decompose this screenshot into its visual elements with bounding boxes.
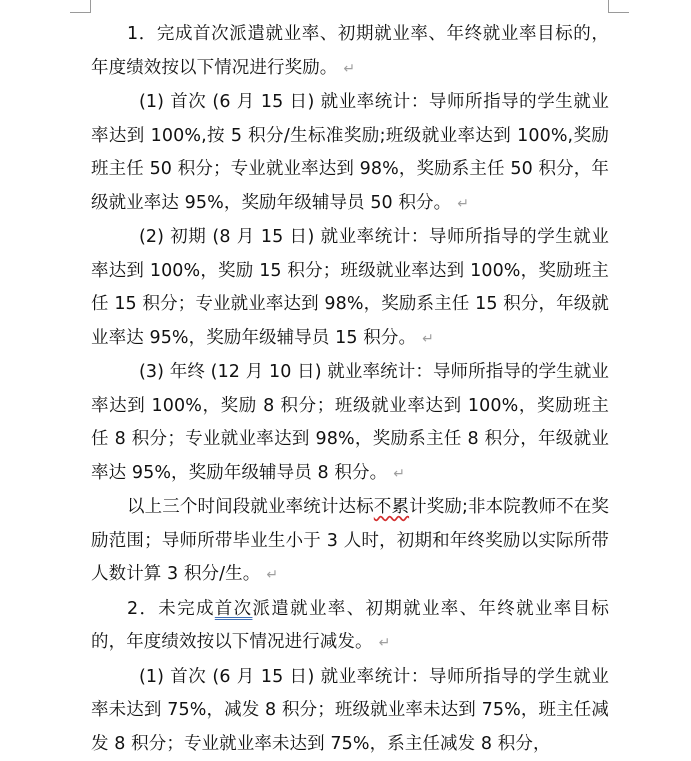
paragraph-mark-icon: ↵ bbox=[422, 331, 434, 347]
paragraph-text: 2．未完成 bbox=[127, 599, 215, 619]
paragraph-3[interactable] bbox=[91, 221, 609, 356]
paragraph-text: (3) 年终 (12 月 10 日) 就业率统计：导师所指导的学生就业率达到 100%，奖励 8 积分；班级就业率达到 100%，奖励班主任 8 积分；专业就业率达到 98%，奖励系主任 8 积分，年级就业率达 95%，奖励年级辅导员 8 积分。 bbox=[91, 362, 609, 483]
paragraph-mark-icon: ↵ bbox=[393, 466, 405, 482]
paragraph-text: 以上三个时间段就业率统计达标 bbox=[127, 497, 374, 517]
paragraph-text: 派遣就业率、初期就业率、年终就业率目标的，年度绩效按以下情况进行减发。 bbox=[91, 599, 609, 653]
spellcheck-flagged-text[interactable]: 不累 bbox=[374, 497, 409, 517]
document-body[interactable] bbox=[91, 18, 609, 761]
paragraph-4[interactable] bbox=[91, 356, 609, 491]
paragraph-mark-icon: ↵ bbox=[457, 196, 469, 212]
paragraph-text: 1．完成首次派遣就业率、初期就业率、年终就业率目标的，年度绩效按以下情况进行奖励。 bbox=[91, 24, 609, 78]
paragraph-mark-icon: ↵ bbox=[343, 61, 355, 77]
paragraph-6[interactable] bbox=[91, 593, 609, 661]
paragraph-1[interactable] bbox=[91, 18, 609, 86]
paragraph-5[interactable] bbox=[91, 491, 609, 593]
paragraph-text: 计奖励;非本院教师不在奖励范围；导师所带毕业生小于 3 人时，初期和年终奖励以实际所带人数计算 3 积分/生。 bbox=[91, 497, 609, 584]
paragraph-mark-icon: ↵ bbox=[266, 567, 278, 583]
paragraph-text: (1) 首次 (6 月 15 日) 就业率统计：导师所指导的学生就业率达到 100%,按 5 积分/生标准奖励;班级就业率达到 100%,奖励班主任 50 积分；专业就业率达到 98%，奖励系主任 50 积分，年级就业率达 95%，奖励年级辅导员 50 积分。 bbox=[91, 92, 609, 213]
paragraph-text: (1) 首次 (6 月 15 日) 就业率统计：导师所指导的学生就业率未达到 75%，减发 8 积分；班级就业率未达到 75%，班主任减发 8 积分；专业就业率未达到 75%，系主任减发 8 积分， bbox=[91, 667, 609, 754]
paragraph-mark-icon: ↵ bbox=[379, 635, 391, 651]
paragraph-7[interactable] bbox=[91, 661, 609, 761]
page-corner-mark-left bbox=[70, 0, 91, 13]
paragraph-text: (2) 初期 (8 月 15 日) 就业率统计：导师所指导的学生就业率达到 100%，奖励 15 积分；班级就业率达到 100%，奖励班主任 15 积分；专业就业率达到 98%，奖励系主任 15 积分，年级就业率达 95%，奖励年级辅导员 15 积分。 bbox=[91, 227, 609, 348]
paragraph-2[interactable] bbox=[91, 86, 609, 221]
grammar-flagged-text[interactable]: 首次 bbox=[215, 599, 253, 619]
page-corner-mark-right bbox=[608, 0, 629, 13]
